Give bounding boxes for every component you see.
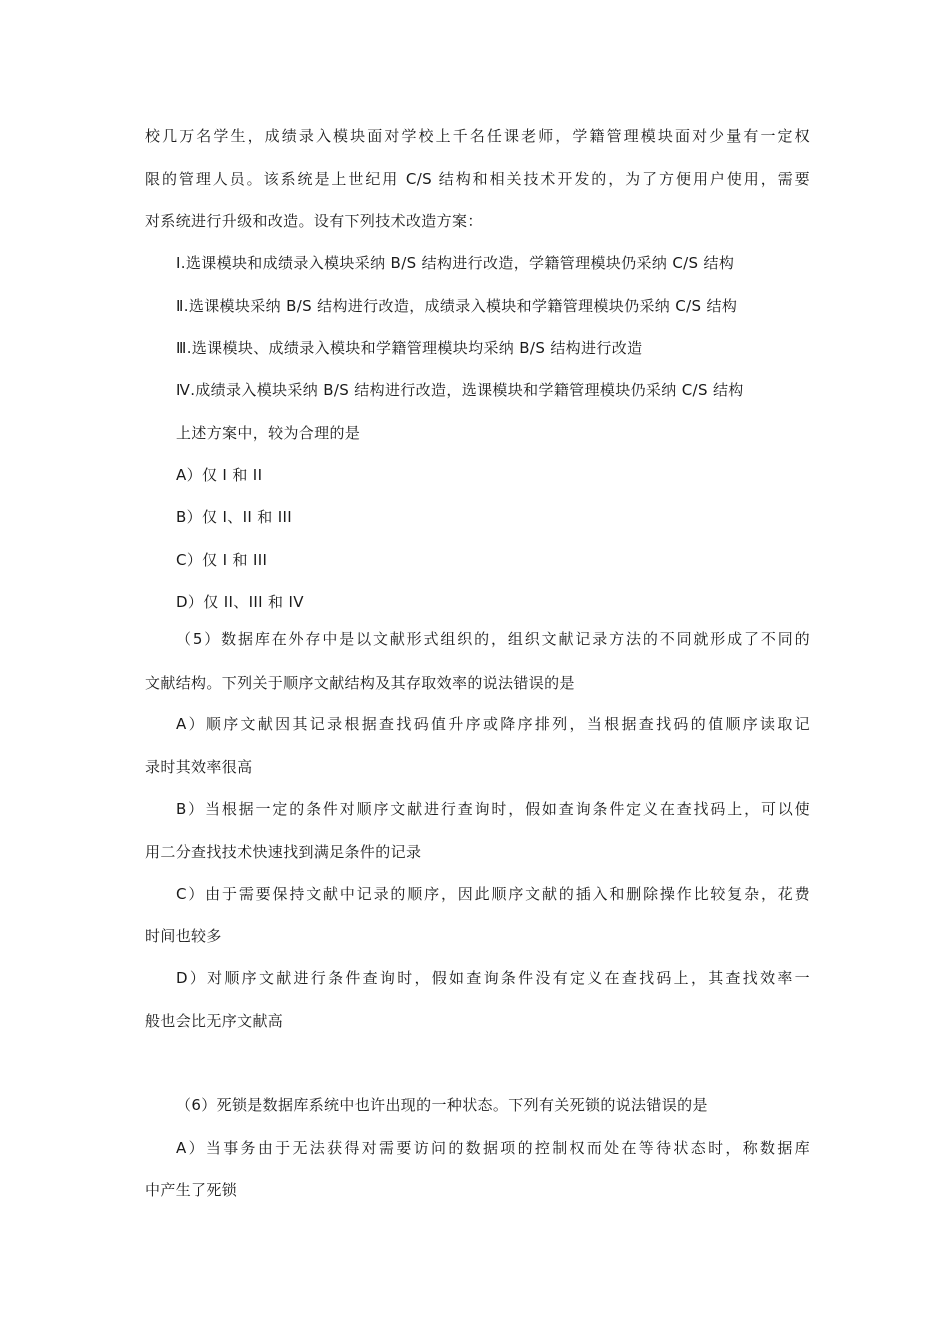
question-stem: 上述方案中，较为合理的是 xyxy=(176,424,361,442)
answer-choice: A）当事务由于无法获得对需要访问的数据项的控制权而处在等待状态时，称数据库 xyxy=(176,1139,810,1157)
option-item: Ⅳ.成绩录入模块采纳 B/S 结构进行改造，选课模块和学籍管理模块仍采纳 C/S 结构 xyxy=(176,381,744,399)
answer-choice: A）仅 I 和 II xyxy=(176,466,263,484)
answer-choice: D）仅 II、III 和 IV xyxy=(176,593,304,611)
question-6-text: （6）死锁是数据库系统中也许出现的一种状态。下列有关死锁的说法错误的是 xyxy=(176,1096,708,1114)
answer-choice: C）由于需要保持文献中记录的顺序，因此顺序文献的插入和删除操作比较复杂，花费 xyxy=(176,885,810,903)
text-line: 限的管理人员。该系统是上世纪用 C/S 结构和相关技术开发的，为了方便用户使用，需要 xyxy=(145,170,810,188)
text-line: 中产生了死锁 xyxy=(145,1181,238,1199)
text-line: 文献结构。下列关于顺序文献结构及其存取效率的说法错误的是 xyxy=(145,674,575,692)
answer-choice: B）当根据一定的条件对顺序文献进行查询时，假如查询条件定义在查找码上，可以使 xyxy=(176,800,810,818)
question-5-text: （5）数据库在外存中是以文献形式组织的，组织文献记录方法的不同就形成了不同的 xyxy=(176,630,810,648)
answer-choice: C）仅 I 和 III xyxy=(176,551,268,569)
answer-choice: B）仅 I、II 和 III xyxy=(176,508,293,526)
answer-choice: D）对顺序文献进行条件查询时，假如查询条件没有定义在查找码上，其查找效率一 xyxy=(176,969,810,987)
option-item: Ⅲ.选课模块、成绩录入模块和学籍管理模块均采纳 B/S 结构进行改造 xyxy=(176,339,643,357)
text-line: 录时其效率很高 xyxy=(145,758,253,776)
option-item: Ⅰ.选课模块和成绩录入模块采纳 B/S 结构进行改造，学籍管理模块仍采纳 C/S 结构 xyxy=(176,254,735,272)
text-line: 用二分查找技术快速找到满足条件的记录 xyxy=(145,843,422,861)
text-line: 时间也较多 xyxy=(145,927,222,945)
option-item: Ⅱ.选课模块采纳 B/S 结构进行改造，成绩录入模块和学籍管理模块仍采纳 C/S 结构 xyxy=(176,297,738,315)
text-line: 校几万名学生，成绩录入模块面对学校上千名任课老师，学籍管理模块面对少量有一定权 xyxy=(145,127,810,145)
text-line: 般也会比无序文献高 xyxy=(145,1012,284,1030)
answer-choice: A）顺序文献因其记录根据查找码值升序或降序排列，当根据查找码的值顺序读取记 xyxy=(176,715,810,733)
text-line: 对系统进行升级和改造。设有下列技术改造方案： xyxy=(145,212,483,230)
